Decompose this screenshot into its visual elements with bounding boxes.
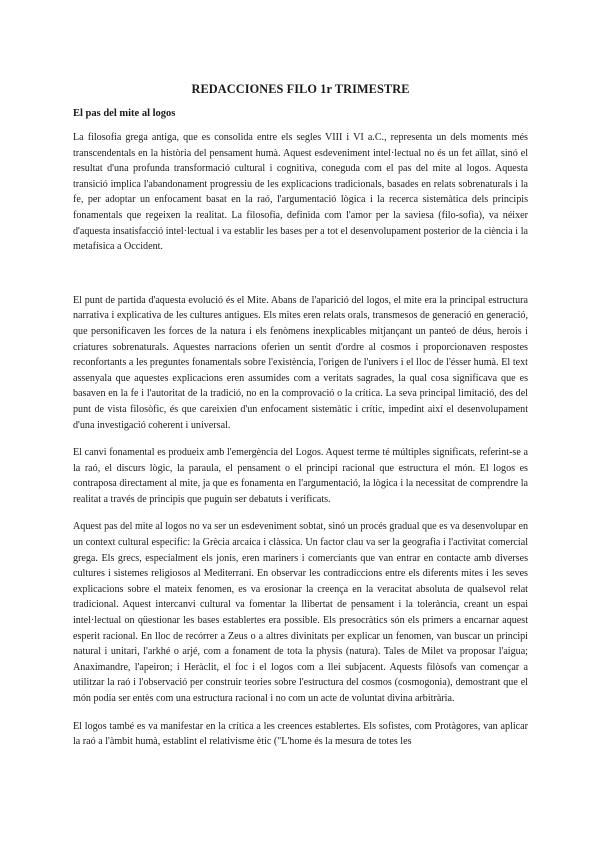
paragraph-5: El logos també es va manifestar en la crítica a les creences establertes. Els sofistes, com Protàgores, van aplicar la raó a l'àmbit humà, establint el relativisme ètic ("L'home és la mesura de totes les [73, 720, 528, 748]
paragraph-4: Aquest pas del mite al logos no va ser un esdeveniment sobtat, sinó un procés gradual que es va desenvolupar en un context cultural específic: la Grècia arcaica i clàssica. Un factor clau va ser la geografia i l'activitat comercial grega. Els grecs, especialment els jonis, eren mariners i comerciants que van entrar en contacte amb diverses cultures i sistemes religiosos al Mediterrani. En observar les contradiccions entre els diferents mites i les seves explicacions sobre el mateix fenomen, es va erosionar la creença en la veracitat absoluta de qualsevol relat tradicional. Aquest intercanvi cultural va fomentar la llibertat de pensament i la tolerància, creant un espai intel·lectual on qüestionar les bases establertes era possible. Els presocràtics són els primers a encarnar aquest esperit racional. En lloc de recórrer a Zeus o a altres divinitats per explicar un fenomen, van buscar un principi natural i unitari, l'arkhé o arjé, com a fonament de tota la physis (natura). Tales de Milet va proposar l'aigua; Anaximandre, l'apeiron; i Heràclit, el foc i el logos com a llei subjacent. Aquests filòsofs van començar a utilitzar la raó i l'observació per construir teories sobre l'estructura del cosmos (cosmogonia), demostrant que el món podia ser entès com una estructura racional i no com un acte de voluntat divina arbitrària. [73, 521, 528, 704]
paragraph-2: El punt de partida d'aquesta evolució és el Mite. Abans de l'aparició del logos, el mite era la principal estructura narrativa i explicativa de les cultures antigues. Els mites eren relats orals, transmesos de generació en generació, que personificaven les forces de la natura i els fenòmens inexplicables mitjançant un panteó de déus, herois i criatures sobrenaturals. Aquestes narracions oferien un sentit d'ordre al cosmos i proporcionaven respostes reconfortants a les preguntes fonamentals sobre l'existència, l'origen de l'univers i el lloc de l'ésser humà. El text assenyala que aquestes explicacions eren assumides com a veritats sagrades, la qual cosa significava que es basaven en la fe i l'autoritat de la tradició, no en la comprovació o la crítica. La seva principal limitació, des del punt de vista filosòfic, és que careixien d'un enfocament sistemàtic i crític, impedint així el desenvolupament d'una investigació coherent i universal. [73, 294, 528, 431]
paragraph-1: La filosofia grega antiga, que es consolida entre els segles VIII i VI a.C., representa un dels moments més transcendentals en la història del pensament humà. Aquest esdeveniment intel·lectual no és un fet aïllat, sinó el resultat d'una profunda transformació cultural i cognitiva, coneguda com el pas del mite al logos. Aquesta transició implica l'abandonament progressiu de les explicacions tradicionals, basades en relats sobrenaturals i la fe, per adoptar un enfocament basat en la raó, l'argumentació lògica i la recerca sistemàtica dels principis fonamentals que regeixen la realitat. La filosofia, definida com l'amor per la saviesa (filo-sofia), va néixer d'aquesta insatisfacció intel·lectual i va establir les bases per a tot el desenvolupament posterior de la ciència i la metafísica a Occident. [73, 132, 528, 253]
paragraph-3: El canvi fonamental es produeix amb l'emergència del Logos. Aquest terme té múltiples significats, referint-se a la raó, el discurs lògic, la paraula, el pensament o el principi racional que estructura el món. El logos es contraposa directament al mite, ja que es fonamenta en l'argumentació, la lògica i la necessitat de comprendre la realitat a través de principis que puguin ser debatuts i verificats. [73, 447, 528, 505]
document-body [73, 82, 528, 750]
section-heading: El pas del mite al logos [73, 108, 176, 119]
document-title: REDACCIONES FILO 1r TRIMESTRE [191, 82, 410, 96]
